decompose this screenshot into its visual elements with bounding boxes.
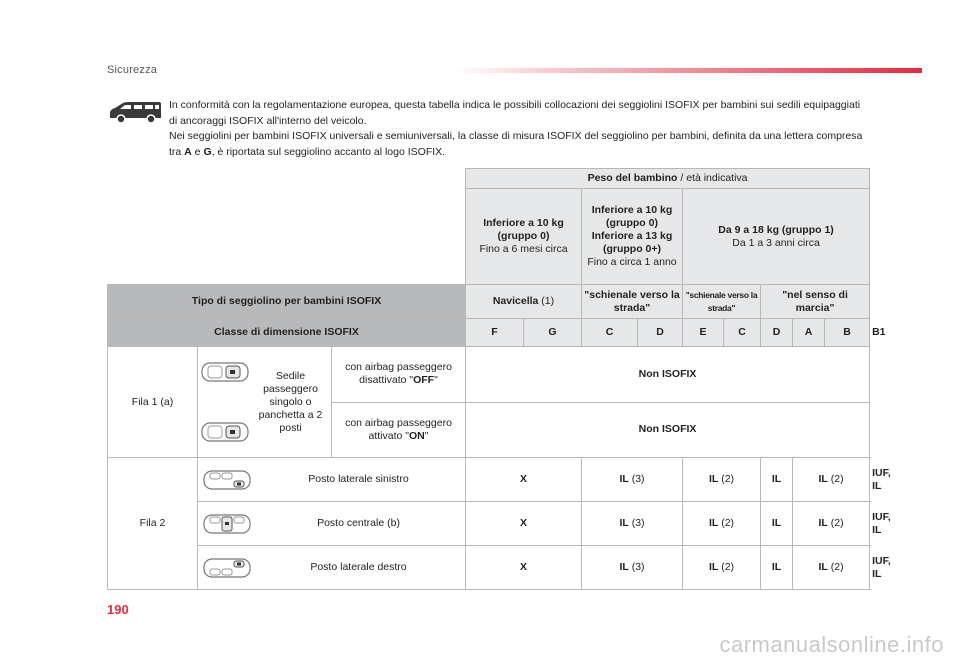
row-1-label: Fila 1 (a) bbox=[108, 347, 198, 458]
left-group1-d-value: IL bbox=[761, 458, 793, 502]
car-icon bbox=[107, 99, 163, 125]
class-c: C bbox=[582, 319, 638, 347]
right-group1-ab-value: IL (2) bbox=[793, 546, 870, 590]
type-rear-facing-1: "schienale verso la strada" bbox=[683, 285, 761, 319]
class-c2: C bbox=[724, 319, 761, 347]
seat-center-icon bbox=[202, 512, 254, 536]
center-group1-d-value: IL bbox=[761, 502, 793, 546]
section-title: Sicurezza bbox=[107, 64, 158, 76]
row-2-label: Fila 2 bbox=[108, 458, 198, 590]
row-2-center-position: Posto centrale (b) bbox=[198, 502, 466, 546]
intro-text bbox=[169, 98, 869, 160]
header-accent-line bbox=[455, 68, 922, 73]
page-number: 190 bbox=[107, 602, 129, 617]
type-rear-facing-0plus: "schienale verso la strada" bbox=[582, 285, 683, 319]
group-0-header: Inferiore a 10 kg (gruppo 0) Fino a 6 mesi circa bbox=[466, 189, 582, 285]
intro-paragraph-1: In conformità con la regolamentazione europea, questa tabella indica le possibili collocazioni dei seggiolini ISOFIX per bambini sui sedili equipaggiati di ancoraggi ISOFIX all'interno del veicolo. bbox=[169, 99, 861, 127]
row-2-right-position: Posto laterale destro bbox=[198, 546, 466, 590]
seat-description: Sedile passeggero singolo o panchetta a 2 posti bbox=[258, 369, 323, 434]
front-seat-off-icon bbox=[200, 360, 252, 384]
class-b: B bbox=[825, 319, 870, 347]
class-g: G bbox=[524, 319, 582, 347]
row-1-off-value: Non ISOFIX bbox=[466, 347, 870, 403]
intro-paragraph-2: Nei seggiolini per bambini ISOFIX universali e semiuniversali, la classe di misura ISOFIX del seggiolino per bambini, definita da una lettera compresa tra A e G, è riportata sul seggiolino accanto al logo ISOFIX. bbox=[169, 130, 863, 158]
front-seat-on-icon bbox=[200, 420, 252, 444]
seat-right-icon bbox=[202, 556, 254, 580]
class-a: A bbox=[793, 319, 825, 347]
class-d: D bbox=[638, 319, 683, 347]
class-e: E bbox=[683, 319, 724, 347]
right-group1-d-value: IL bbox=[761, 546, 793, 590]
class-f: F bbox=[466, 319, 524, 347]
group-1-header: Da 9 a 18 kg (gruppo 1) Da 1 a 3 anni circa bbox=[683, 189, 870, 285]
center-group1-ab-value: IL (2) bbox=[793, 502, 870, 546]
airbag-on-cell: con airbag passeggero attivato "ON" bbox=[332, 402, 466, 458]
type-forward-facing: "nel senso di marcia" bbox=[761, 285, 870, 319]
airbag-off-cell: con airbag passeggero disattivato "OFF" bbox=[332, 347, 466, 403]
left-group0-value: X bbox=[466, 458, 582, 502]
watermark: carmanualsonline.info bbox=[719, 632, 944, 657]
right-group0plus-value: IL (3) bbox=[582, 546, 683, 590]
type-navicella: Navicella (1) bbox=[466, 285, 582, 319]
center-group0-value: X bbox=[466, 502, 582, 546]
class-label: Classe di dimensione ISOFIX bbox=[108, 319, 466, 347]
right-group0-value: X bbox=[466, 546, 582, 590]
isofix-table: Peso del bambino / età indicativa Inferiore a 10 kg (gruppo 0) Fino a 6 mesi circa Inferiore a 10 kg (gruppo 0) Inferiore a 13 kg (gruppo 0+) Fino a circa 1 anno Da 9 a 18 kg (gruppo 1) Da 1 a 3 anni circa Tipo di seggiolino per bambini ISOFIX Navicella (1) "schienale verso la strada" "schienale verso la strada" "nel senso di marcia" Classe di dimensione ISOFIX F G C D E C D A B B1 Fila 1 (a) Sedile passeggero singolo o panchetta a 2 posti con airbag passeggero disattivato "OFF" Non ISOFIX con airbag passeggero attivato "ON" Non ISOFIX Fila 2 Posto laterale sinistro X IL (3) IL (2) IL IL (2) IUF, IL Posto centrale (b) X IL (3) IL (2) IL IL (2) IUF, IL Posto laterale destro X IL (3) IL (2) IL IL (2) IUF, IL bbox=[107, 168, 870, 590]
class-d2: D bbox=[761, 319, 793, 347]
left-group1-rear-value: IL (2) bbox=[683, 458, 761, 502]
weight-header: Peso del bambino / età indicativa bbox=[466, 169, 870, 189]
left-group0plus-value: IL (3) bbox=[582, 458, 683, 502]
row-2-left-position: Posto laterale sinistro bbox=[198, 458, 466, 502]
center-group0plus-value: IL (3) bbox=[582, 502, 683, 546]
row-1-on-value: Non ISOFIX bbox=[466, 402, 870, 458]
right-group1-rear-value: IL (2) bbox=[683, 546, 761, 590]
left-group1-ab-value: IL (2) bbox=[793, 458, 870, 502]
row-1-seat bbox=[198, 347, 332, 458]
group-0plus-header: Inferiore a 10 kg (gruppo 0) Inferiore a 13 kg (gruppo 0+) Fino a circa 1 anno bbox=[582, 189, 683, 285]
seat-left-icon bbox=[202, 468, 254, 492]
center-group1-rear-value: IL (2) bbox=[683, 502, 761, 546]
type-label: Tipo di seggiolino per bambini ISOFIX bbox=[108, 285, 466, 319]
